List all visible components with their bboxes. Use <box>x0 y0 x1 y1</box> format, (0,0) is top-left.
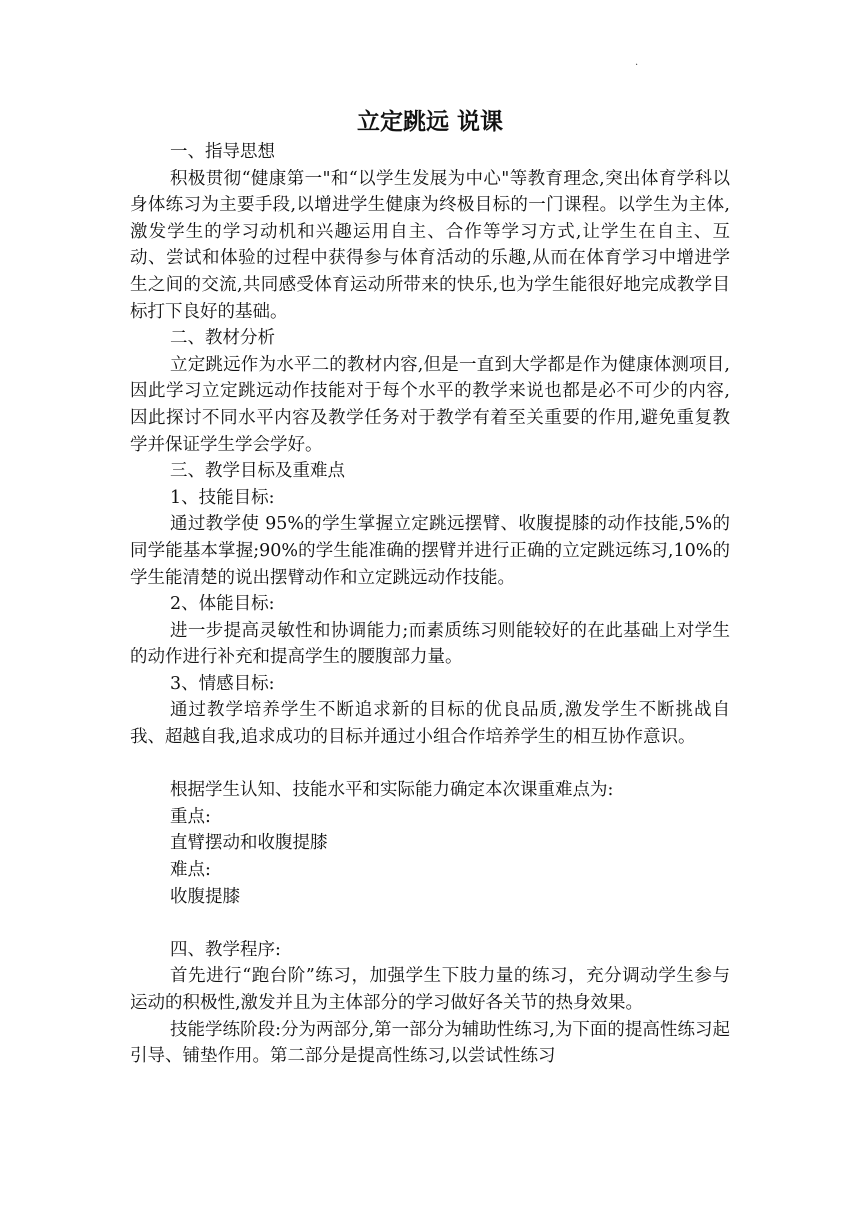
paragraph-warmup: 首先进行“跑台阶”练习，加强学生下肢力量的练习，充分调动学生参与运动的积极性,激发并且为主体部分的学习做好各关节的热身效果。 <box>130 966 730 1013</box>
subheading-fitness-goal: 2、体能目标: <box>170 594 275 615</box>
subheading-emotional-goal: 3、情感目标: <box>170 673 275 694</box>
paragraph-key-points-intro: 根据学生认知、技能水平和实际能力确定本次课重难点为: <box>170 780 614 801</box>
text-difficult-point: 收腹提膝 <box>170 886 240 907</box>
paragraph-skill-goal: 通过教学使 95%的学生掌握立定跳远摆臂、收腹提膝的动作技能,5%的同学能基本掌握;90%的学生能准确的摆臂并进行正确的立定跳远练习,10%的学生能清楚的说出摆臂动作和立定跳远动作技能。 <box>130 514 730 588</box>
header-dot: . <box>635 57 639 68</box>
paragraph-guiding-ideology: 积极贯彻“健康第一"和“以学生发展为中心"等教育理念,突出体育学科以身体练习为主要手段,以增进学生健康为终极目标的一门课程。以学生为主体,激发学生的学习动机和兴趣运用自主、合作等学习方式,让学生在自主、互动、尝试和体验的过程中获得参与体育活动的乐趣,从而在体育学习中增进学生之间的交流,共同感受体育运动所带来的快乐,也为学生能很好地完成教学目标打下良好的基础。 <box>130 168 730 322</box>
text-key-point: 直臂摆动和收腹提膝 <box>170 833 328 854</box>
section-heading-teaching-goals: 三、教学目标及重难点 <box>170 461 345 482</box>
paragraph-skill-practice: 技能学练阶段:分为两部分,第一部分为辅助性练习,为下面的提高性练习起引导、铺垫作用。第二部分是提高性练习,以尝试性练习 <box>130 1019 730 1067</box>
section-heading-guiding-ideology: 一、指导思想 <box>170 142 275 162</box>
blank-line <box>130 751 730 778</box>
paragraph-material-analysis: 立定跳远作为水平二的教材内容,但是一直到大学都是作为健康体测项目,因此学习立定跳远动作技能对于每个水平的教学来说也都是必不可少的内容,因此探讨不同水平内容及教学任务对于教学有着至关重要的作用,避免重复教学并保证学生学会学好。 <box>130 354 730 455</box>
section-heading-material-analysis: 二、教材分析 <box>170 328 275 349</box>
paragraph-fitness-goal: 进一步提高灵敏性和协调能力;而素质练习则能较好的在此基础上对学生的动作进行补充和提高学生的腰腹部力量。 <box>130 620 730 668</box>
subheading-skill-goal: 1、技能目标: <box>170 487 275 508</box>
blank-line <box>130 910 730 937</box>
paragraph-emotional-goal: 通过教学培养学生不断追求新的目标的优良品质,激发学生不断挑战自我、超越自我,追求成功的目标并通过小组合作培养学生的相互协作意识。 <box>130 700 730 748</box>
label-key-point: 重点: <box>170 806 211 827</box>
label-difficult-point: 难点: <box>170 860 211 881</box>
document-title: 立定跳远 说课 <box>356 109 503 135</box>
section-heading-teaching-procedure: 四、教学程序: <box>170 939 281 960</box>
document-body <box>130 139 730 1070</box>
